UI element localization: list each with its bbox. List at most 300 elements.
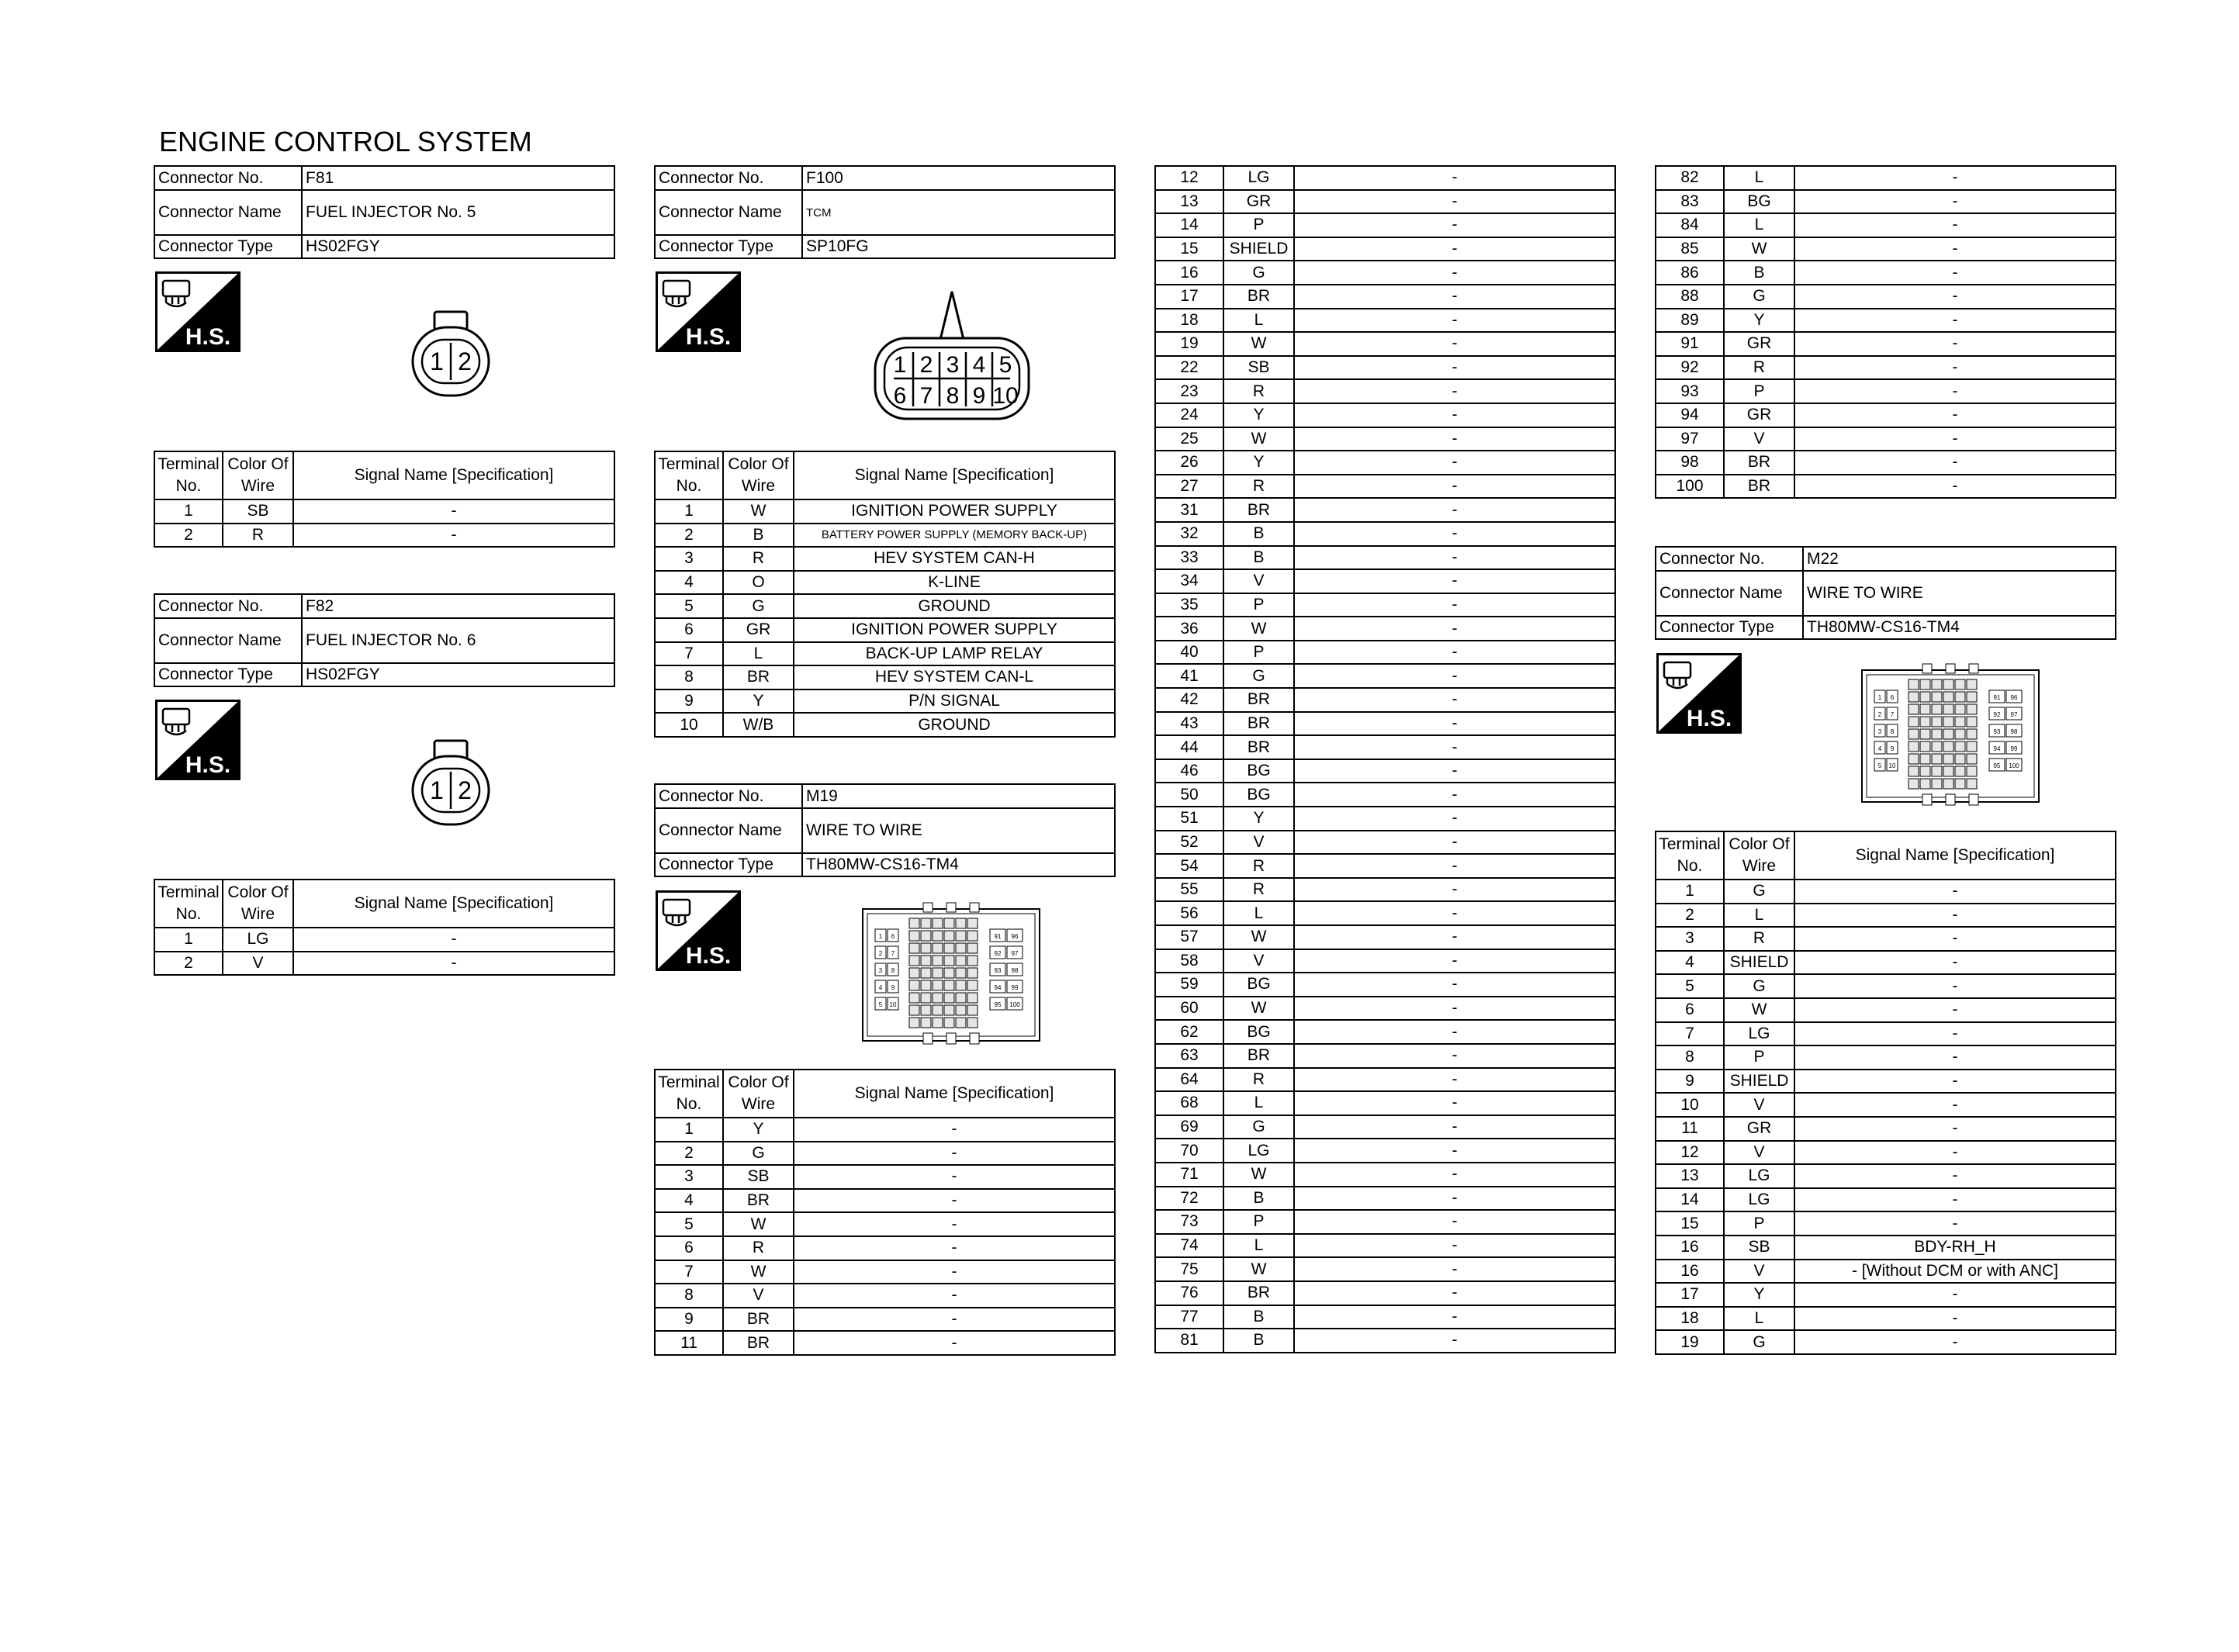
- header-color-of-wire: Color Of Wire: [723, 1070, 794, 1118]
- signal-name-cell: -: [1294, 475, 1615, 499]
- wire-color-cell: BR: [1724, 475, 1794, 499]
- signal-name-cell: -: [293, 499, 614, 524]
- table-row: [1656, 1307, 2116, 1331]
- page-title: ENGINE CONTROL SYSTEM: [159, 126, 532, 157]
- table-row: [1155, 1163, 1615, 1187]
- table-row: [1155, 759, 1615, 783]
- wire-color-cell: G: [1724, 880, 1794, 904]
- pin-label: 2: [458, 776, 472, 804]
- table-row: [655, 1260, 1115, 1284]
- terminal-no-cell: 62: [1155, 1020, 1223, 1044]
- signal-name-cell: BACK-UP LAMP RELAY: [794, 642, 1115, 666]
- terminal-no-cell: 69: [1155, 1115, 1223, 1139]
- wire-color-cell: G: [723, 594, 794, 618]
- connector-m19-diagram: [861, 900, 1041, 1052]
- table-row: [1656, 927, 2116, 951]
- pin-label: 95: [1993, 762, 2001, 769]
- signal-name-cell: -: [1294, 735, 1615, 759]
- header-terminal-no: Terminal No.: [655, 1070, 723, 1118]
- label-connector-type: Connector Type: [1656, 616, 1803, 639]
- wire-color-cell: W: [1223, 1163, 1294, 1187]
- wire-color-cell: G: [1223, 1115, 1294, 1139]
- table-row: [1656, 451, 2116, 475]
- table-row: [1155, 1091, 1615, 1115]
- terminal-no-cell: 27: [1155, 475, 1223, 499]
- hs-icon: [155, 700, 241, 784]
- signal-name-cell: -: [1294, 1044, 1615, 1068]
- terminal-no-cell: 2: [1656, 904, 1724, 928]
- signal-name-cell: -: [1294, 997, 1615, 1021]
- wire-color-cell: BR: [1223, 1044, 1294, 1068]
- terminal-table-m19-part1: [654, 1069, 1116, 1356]
- pin-label: 4: [1877, 745, 1882, 752]
- wire-color-cell: BR: [1724, 451, 1794, 475]
- hs-icon: [155, 271, 241, 356]
- signal-name-cell: -: [1294, 522, 1615, 546]
- table-row: [655, 1189, 1115, 1213]
- signal-name-cell: -: [1294, 285, 1615, 309]
- table-row: [1155, 735, 1615, 759]
- signal-name-cell: -: [1794, 1117, 2116, 1141]
- header-signal-name: Signal Name [Specification]: [794, 1070, 1115, 1118]
- wire-color-cell: V: [1724, 427, 1794, 451]
- signal-name-cell: -: [1294, 641, 1615, 665]
- signal-name-cell: -: [794, 1236, 1115, 1260]
- table-row: [1656, 974, 2116, 998]
- connector-f100-header: [654, 165, 1116, 259]
- table-row: [655, 499, 1115, 524]
- wire-color-cell: Y: [1223, 451, 1294, 475]
- table-row: [1155, 688, 1615, 712]
- table-row: [1155, 309, 1615, 333]
- terminal-no-cell: 19: [1656, 1330, 1724, 1354]
- table-row: [1656, 332, 2116, 356]
- wire-color-cell: R: [1223, 878, 1294, 902]
- terminal-no-cell: 5: [1656, 974, 1724, 998]
- wire-color-cell: P: [1724, 1045, 1794, 1070]
- wire-color-cell: L: [1724, 213, 1794, 237]
- signal-name-cell: -: [1294, 356, 1615, 380]
- signal-name-cell: -: [1794, 1093, 2116, 1117]
- signal-name-cell: -: [1294, 783, 1615, 807]
- wire-color-cell: B: [1223, 522, 1294, 546]
- wire-color-cell: GR: [1724, 403, 1794, 427]
- table-row: [1155, 664, 1615, 688]
- terminal-no-cell: 57: [1155, 925, 1223, 949]
- pin-label: 96: [1011, 933, 1019, 940]
- signal-name-cell: -: [1294, 759, 1615, 783]
- signal-name-cell: -: [1294, 569, 1615, 593]
- wire-color-cell: P: [1724, 379, 1794, 403]
- signal-name-cell: -: [1294, 1187, 1615, 1211]
- wire-color-cell: BR: [723, 1189, 794, 1213]
- terminal-no-cell: 60: [1155, 997, 1223, 1021]
- terminal-no-cell: 3: [1656, 927, 1724, 951]
- terminal-no-cell: 5: [655, 1212, 723, 1236]
- pin-label: 7: [919, 383, 933, 409]
- terminal-no-cell: 3: [655, 547, 723, 571]
- table-row: [1656, 190, 2116, 214]
- pin-label: 1: [893, 352, 907, 378]
- connector-f82-diagram: [410, 738, 492, 833]
- terminal-no-cell: 74: [1155, 1234, 1223, 1258]
- wire-color-cell: R: [1724, 927, 1794, 951]
- terminal-no-cell: 73: [1155, 1210, 1223, 1234]
- terminal-no-cell: 75: [1155, 1257, 1223, 1281]
- signal-name-cell: -: [1794, 451, 2116, 475]
- signal-name-cell: -: [1294, 166, 1615, 190]
- table-row: [655, 1308, 1115, 1332]
- terminal-no-cell: 54: [1155, 854, 1223, 878]
- signal-name-cell: BDY-RH_H: [1794, 1236, 2116, 1260]
- terminal-no-cell: 72: [1155, 1187, 1223, 1211]
- terminal-no-cell: 3: [655, 1165, 723, 1189]
- terminal-no-cell: 8: [655, 1284, 723, 1308]
- pin-label: 4: [878, 984, 883, 991]
- hs-label: H.S.: [185, 752, 231, 778]
- terminal-no-cell: 83: [1656, 190, 1724, 214]
- table-row: [1155, 261, 1615, 285]
- signal-name-cell: -: [1294, 427, 1615, 451]
- table-row: [1656, 1141, 2116, 1165]
- pin-label: 10: [889, 1001, 897, 1008]
- terminal-no-cell: 12: [1155, 166, 1223, 190]
- terminal-no-cell: 2: [655, 1142, 723, 1166]
- table-row: [1656, 427, 2116, 451]
- wire-color-cell: L: [1724, 904, 1794, 928]
- terminal-no-cell: 7: [655, 642, 723, 666]
- label-connector-name: Connector Name: [655, 190, 802, 235]
- terminal-no-cell: 14: [1656, 1188, 1724, 1212]
- wire-color-cell: R: [1223, 854, 1294, 878]
- signal-name-cell: -: [1794, 927, 2116, 951]
- connector-type-value: SP10FG: [802, 235, 1115, 258]
- connector-type-value: TH80MW-CS16-TM4: [1803, 616, 2116, 639]
- table-row: [1656, 1211, 2116, 1236]
- table-row: [1155, 546, 1615, 570]
- table-row: [1656, 1164, 2116, 1188]
- label-connector-no: Connector No.: [655, 166, 802, 190]
- signal-name-cell: -: [1294, 854, 1615, 878]
- pin-label: 99: [1011, 984, 1019, 991]
- wire-color-cell: SHIELD: [1724, 951, 1794, 975]
- pin-label: 3: [1877, 728, 1882, 735]
- signal-name-cell: -: [1294, 831, 1615, 855]
- signal-name-cell: K-LINE: [794, 571, 1115, 595]
- signal-name-cell: -: [794, 1165, 1115, 1189]
- table-row: [1656, 285, 2116, 309]
- table-row: [1656, 356, 2116, 380]
- label-connector-type: Connector Type: [655, 853, 802, 876]
- table-row: [1155, 949, 1615, 973]
- terminal-no-cell: 13: [1656, 1164, 1724, 1188]
- header-terminal-no: Terminal No.: [655, 451, 723, 499]
- signal-name-cell: -: [1794, 309, 2116, 333]
- terminal-no-cell: 82: [1656, 166, 1724, 190]
- pin-label: 97: [1011, 950, 1019, 957]
- terminal-no-cell: 43: [1155, 712, 1223, 736]
- pin-label: 2: [458, 347, 472, 375]
- table-row: [1656, 1330, 2116, 1354]
- wire-color-cell: BG: [1223, 759, 1294, 783]
- signal-name-cell: -: [1294, 332, 1615, 356]
- table-row: [1155, 379, 1615, 403]
- signal-name-cell: -: [1294, 1020, 1615, 1044]
- signal-name-cell: -: [1294, 213, 1615, 237]
- table-row: [1155, 427, 1615, 451]
- signal-name-cell: -: [1294, 617, 1615, 641]
- wire-color-cell: L: [723, 642, 794, 666]
- table-row: [1155, 1187, 1615, 1211]
- pin-label: 3: [946, 352, 960, 378]
- signal-name-cell: HEV SYSTEM CAN-H: [794, 547, 1115, 571]
- table-row: [655, 594, 1115, 618]
- table-row: [1155, 498, 1615, 522]
- pin-label: 92: [1993, 711, 2001, 718]
- hs-label: H.S.: [1686, 706, 1732, 731]
- table-row: [1656, 880, 2116, 904]
- terminal-table-f82: [154, 879, 615, 976]
- table-row: [1155, 925, 1615, 949]
- table-row: [1656, 998, 2116, 1022]
- terminal-no-cell: 15: [1656, 1211, 1724, 1236]
- header-color-of-wire: Color Of Wire: [223, 880, 293, 928]
- wire-color-cell: L: [1223, 1091, 1294, 1115]
- wire-color-cell: L: [1223, 1234, 1294, 1258]
- terminal-no-cell: 85: [1656, 237, 1724, 261]
- wire-color-cell: P: [1724, 1211, 1794, 1236]
- table-row: [154, 524, 614, 548]
- table-row: [1656, 403, 2116, 427]
- terminal-no-cell: 86: [1656, 261, 1724, 285]
- pin-label: 7: [891, 950, 895, 957]
- pin-label: 7: [1890, 711, 1895, 718]
- table-row: [655, 1331, 1115, 1355]
- terminal-no-cell: 71: [1155, 1163, 1223, 1187]
- signal-name-cell: -: [1294, 309, 1615, 333]
- terminal-no-cell: 91: [1656, 332, 1724, 356]
- connector-f100-diagram: [870, 287, 1033, 427]
- table-row: [655, 1284, 1115, 1308]
- pin-label: 98: [2010, 728, 2018, 735]
- table-row: [1155, 213, 1615, 237]
- signal-name-cell: -: [1294, 1234, 1615, 1258]
- terminal-no-cell: 100: [1656, 475, 1724, 499]
- signal-name-cell: -: [1294, 925, 1615, 949]
- table-row: [1155, 1210, 1615, 1234]
- pin-label: 100: [1009, 1001, 1020, 1008]
- terminal-no-cell: 6: [655, 1236, 723, 1260]
- signal-name-cell: -: [1794, 190, 2116, 214]
- signal-name-cell: -: [1294, 712, 1615, 736]
- signal-name-cell: -: [293, 928, 614, 952]
- hs-icon: [1656, 653, 1742, 738]
- table-row: [1155, 1281, 1615, 1305]
- wire-color-cell: LG: [1223, 166, 1294, 190]
- label-connector-name: Connector Name: [1656, 571, 1803, 616]
- table-row: [1155, 1305, 1615, 1329]
- wire-color-cell: G: [1724, 285, 1794, 309]
- wire-color-cell: LG: [1223, 1139, 1294, 1163]
- wire-color-cell: V: [1223, 831, 1294, 855]
- terminal-no-cell: 97: [1656, 427, 1724, 451]
- table-row: [1155, 356, 1615, 380]
- header-color-of-wire: Color Of Wire: [223, 451, 293, 499]
- pin-label: 1: [430, 347, 444, 375]
- table-row: [655, 642, 1115, 666]
- signal-name-cell: -: [1794, 1045, 2116, 1070]
- table-row: [655, 689, 1115, 714]
- table-row: [1656, 379, 2116, 403]
- signal-name-cell: -: [1794, 261, 2116, 285]
- connector-m22-diagram: [1860, 661, 2040, 814]
- table-row: [1656, 166, 2116, 190]
- terminal-table-f81: [154, 451, 615, 548]
- wire-color-cell: V: [1724, 1093, 1794, 1117]
- wire-color-cell: W: [723, 1260, 794, 1284]
- table-row: [1155, 1020, 1615, 1044]
- table-row: [1155, 237, 1615, 261]
- table-row: [154, 499, 614, 524]
- signal-name-cell: -: [1794, 237, 2116, 261]
- table-row: [1155, 807, 1615, 831]
- wire-color-cell: L: [1223, 309, 1294, 333]
- pin-label: 4: [972, 352, 986, 378]
- table-row: [655, 1118, 1115, 1142]
- signal-name-cell: -: [1794, 1211, 2116, 1236]
- wire-color-cell: V: [1223, 949, 1294, 973]
- hs-icon: [656, 890, 741, 975]
- terminal-no-cell: 81: [1155, 1329, 1223, 1353]
- table-row: [655, 665, 1115, 689]
- terminal-no-cell: 6: [1656, 998, 1724, 1022]
- table-row: [1155, 854, 1615, 878]
- wire-color-cell: Y: [723, 689, 794, 714]
- signal-name-cell: -: [1294, 1139, 1615, 1163]
- label-connector-no: Connector No.: [1656, 547, 1803, 571]
- terminal-no-cell: 7: [655, 1260, 723, 1284]
- signal-name-cell: -: [1294, 261, 1615, 285]
- pin-label: 8: [946, 383, 960, 409]
- terminal-no-cell: 4: [655, 1189, 723, 1213]
- terminal-no-cell: 55: [1155, 878, 1223, 902]
- label-connector-type: Connector Type: [154, 235, 302, 258]
- table-row: [1155, 1044, 1615, 1068]
- terminal-no-cell: 1: [154, 499, 223, 524]
- terminal-no-cell: 1: [655, 499, 723, 524]
- pin-label: 91: [1993, 694, 2001, 701]
- pin-label: 8: [1890, 728, 1895, 735]
- terminal-no-cell: 89: [1656, 309, 1724, 333]
- table-row: [1656, 261, 2116, 285]
- wire-color-cell: W: [723, 1212, 794, 1236]
- terminal-no-cell: 9: [1656, 1070, 1724, 1094]
- pin-label: 2: [878, 950, 883, 957]
- terminal-no-cell: 4: [1656, 951, 1724, 975]
- table-row: [1155, 166, 1615, 190]
- terminal-no-cell: 10: [1656, 1093, 1724, 1117]
- signal-name-cell: -: [1794, 332, 2116, 356]
- signal-name-cell: -: [1294, 593, 1615, 617]
- terminal-no-cell: 13: [1155, 190, 1223, 214]
- wire-color-cell: P: [1223, 641, 1294, 665]
- wire-color-cell: BR: [1223, 735, 1294, 759]
- label-connector-type: Connector Type: [154, 663, 302, 686]
- signal-name-cell: IGNITION POWER SUPPLY: [794, 618, 1115, 642]
- terminal-no-cell: 1: [655, 1118, 723, 1142]
- signal-name-cell: -: [1294, 190, 1615, 214]
- table-row: [1155, 997, 1615, 1021]
- table-row: [1656, 309, 2116, 333]
- table-row: [655, 618, 1115, 642]
- signal-name-cell: -: [1794, 475, 2116, 499]
- terminal-no-cell: 52: [1155, 831, 1223, 855]
- table-row: [1155, 569, 1615, 593]
- hs-icon: [656, 271, 741, 356]
- signal-name-cell: -: [293, 952, 614, 976]
- connector-type-value: TH80MW-CS16-TM4: [802, 853, 1115, 876]
- terminal-no-cell: 34: [1155, 569, 1223, 593]
- terminal-no-cell: 25: [1155, 427, 1223, 451]
- terminal-no-cell: 44: [1155, 735, 1223, 759]
- wire-color-cell: BR: [1223, 498, 1294, 522]
- terminal-no-cell: 68: [1155, 1091, 1223, 1115]
- table-row: [1656, 1022, 2116, 1046]
- signal-name-cell: -: [1794, 1141, 2116, 1165]
- pin-label: 94: [994, 984, 1002, 991]
- table-row: [655, 1212, 1115, 1236]
- wire-color-cell: B: [1724, 261, 1794, 285]
- pin-label: 92: [994, 950, 1002, 957]
- signal-name-cell: -: [1294, 901, 1615, 925]
- signal-name-cell: -: [1794, 880, 2116, 904]
- pin-label: 5: [878, 1001, 883, 1008]
- table-row: [1155, 403, 1615, 427]
- pin-label: 3: [878, 967, 883, 974]
- signal-name-cell: -: [1294, 1091, 1615, 1115]
- connector-name-value: WIRE TO WIRE: [802, 808, 1115, 853]
- pin-label: 10: [1888, 762, 1896, 769]
- signal-name-cell: -: [1794, 904, 2116, 928]
- label-connector-no: Connector No.: [154, 594, 302, 618]
- pin-label: 10: [992, 383, 1019, 409]
- wire-color-cell: W: [723, 499, 794, 524]
- table-row: [1656, 1188, 2116, 1212]
- terminal-no-cell: 15: [1155, 237, 1223, 261]
- wire-color-cell: BR: [1223, 285, 1294, 309]
- connector-m22-header: [1655, 546, 2116, 640]
- wire-color-cell: BR: [1223, 688, 1294, 712]
- wire-color-cell: B: [1223, 1187, 1294, 1211]
- terminal-no-cell: 32: [1155, 522, 1223, 546]
- pin-label: 8: [891, 967, 895, 974]
- terminal-no-cell: 59: [1155, 973, 1223, 997]
- table-row: [655, 1165, 1115, 1189]
- terminal-no-cell: 18: [1155, 309, 1223, 333]
- wire-color-cell: Y: [1223, 807, 1294, 831]
- terminal-no-cell: 5: [655, 594, 723, 618]
- terminal-no-cell: 11: [1656, 1117, 1724, 1141]
- table-row: [1155, 593, 1615, 617]
- wire-color-cell: B: [1223, 546, 1294, 570]
- table-row: [1155, 190, 1615, 214]
- wire-color-cell: BR: [723, 665, 794, 689]
- pin-label: 99: [2010, 745, 2018, 752]
- signal-name-cell: -: [1794, 213, 2116, 237]
- hs-label: H.S.: [185, 324, 231, 350]
- table-row: [1656, 951, 2116, 975]
- signal-name-cell: -: [794, 1260, 1115, 1284]
